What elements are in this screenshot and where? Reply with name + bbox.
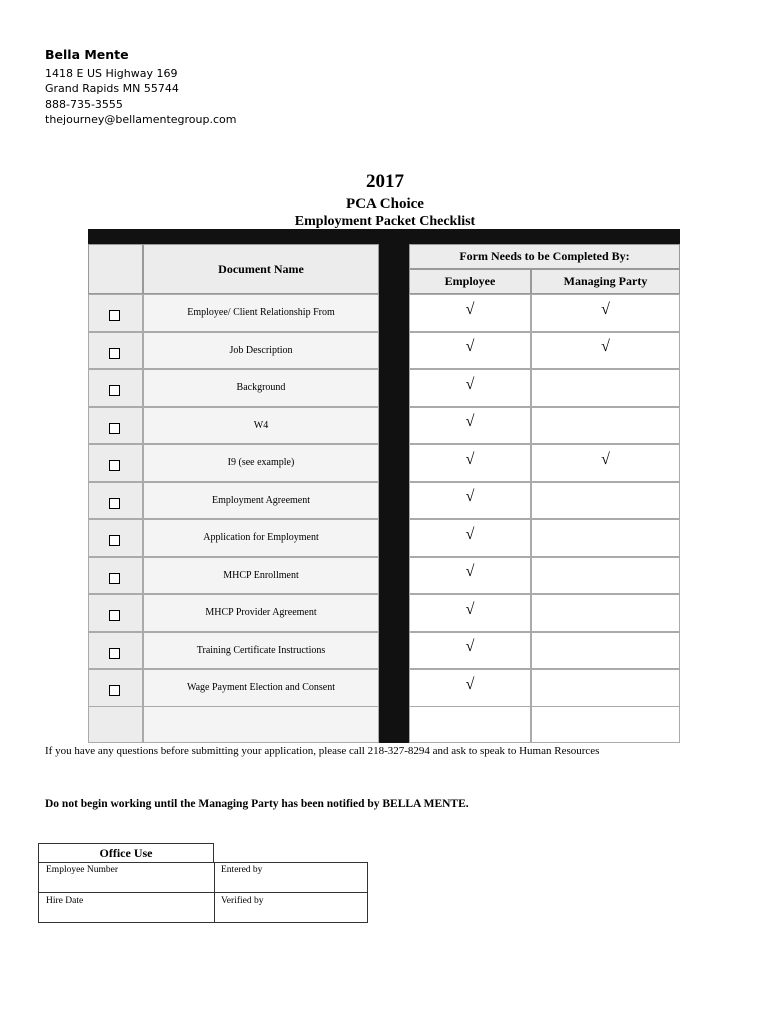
row-checkbox-cell xyxy=(88,407,143,445)
checkbox-icon[interactable] xyxy=(109,535,120,546)
office-use-title: Office Use xyxy=(38,843,214,862)
row-checkbox-cell xyxy=(88,519,143,557)
check-mark-icon: √ xyxy=(465,488,475,506)
checkbox-icon[interactable] xyxy=(109,423,120,434)
checkbox-icon[interactable] xyxy=(109,498,120,509)
row-checkbox-cell xyxy=(88,294,143,332)
managing-check-cell xyxy=(531,557,680,595)
company-info xyxy=(45,47,236,128)
empty-row-name xyxy=(143,706,379,743)
check-mark-icon: √ xyxy=(465,675,475,693)
check-mark-icon: √ xyxy=(465,375,475,393)
employee-check-cell xyxy=(409,594,531,632)
empty-row-box xyxy=(88,706,143,743)
managing-check-cell xyxy=(531,632,680,670)
employee-check-cell xyxy=(409,332,531,370)
managing-check-cell xyxy=(531,594,680,632)
row-checkbox-cell xyxy=(88,557,143,595)
employee-check-cell xyxy=(409,482,531,520)
check-mark-icon: √ xyxy=(465,338,475,356)
document-name: Training Certificate Instructions xyxy=(143,632,379,670)
managing-check-cell xyxy=(531,369,680,407)
check-mark-icon: √ xyxy=(465,600,475,618)
heading-program: PCA Choice xyxy=(346,196,424,212)
employee-check-cell xyxy=(409,444,531,482)
document-name: Employment Agreement xyxy=(143,482,379,520)
heading-year: 2017 xyxy=(366,171,404,192)
empty-row-employee xyxy=(409,706,531,743)
check-mark-icon: √ xyxy=(465,563,475,581)
check-mark-icon: √ xyxy=(465,300,475,318)
check-mark-icon: √ xyxy=(601,300,610,318)
managing-check-cell xyxy=(531,332,680,370)
verified-by-field[interactable]: Verified by xyxy=(221,896,264,906)
employee-check-cell xyxy=(409,294,531,332)
company-address-line2: Grand Rapids MN 55744 xyxy=(45,82,179,95)
table-column-separator xyxy=(379,244,409,743)
employee-check-cell xyxy=(409,557,531,595)
document-name: MHCP Provider Agreement xyxy=(143,594,379,632)
row-checkbox-cell xyxy=(88,669,143,707)
row-checkbox-cell xyxy=(88,444,143,482)
checkbox-icon[interactable] xyxy=(109,573,120,584)
employee-number-field[interactable]: Employee Number xyxy=(46,865,119,875)
employee-check-cell xyxy=(409,407,531,445)
company-address-line1: 1418 E US Highway 169 xyxy=(45,66,178,80)
managing-check-cell xyxy=(531,519,680,557)
employee-check-cell xyxy=(409,669,531,707)
hire-date-field[interactable]: Hire Date xyxy=(46,896,84,906)
row-checkbox-cell xyxy=(88,632,143,670)
checkbox-icon[interactable] xyxy=(109,648,120,659)
checkbox-icon[interactable] xyxy=(109,348,120,359)
company-phone: 888-735-3555 xyxy=(45,97,123,111)
row-checkbox-cell xyxy=(88,332,143,370)
header-form-completed-by: Form Needs to be Completed By: xyxy=(409,244,680,269)
checkbox-icon[interactable] xyxy=(109,685,120,696)
company-email: thejourney@bellamentegroup.com xyxy=(45,113,237,126)
managing-check-cell xyxy=(531,444,680,482)
checkbox-icon[interactable] xyxy=(109,385,120,396)
check-mark-icon: √ xyxy=(465,413,475,431)
managing-check-cell xyxy=(531,482,680,520)
document-name: W4 xyxy=(143,407,379,445)
managing-check-cell xyxy=(531,669,680,707)
row-checkbox-cell xyxy=(88,369,143,407)
office-use-grid xyxy=(38,862,368,923)
header-checkbox-cell xyxy=(88,244,143,294)
office-use-box xyxy=(38,843,368,923)
row-checkbox-cell xyxy=(88,482,143,520)
document-name: Application for Employment xyxy=(143,519,379,557)
checklist-table xyxy=(88,229,680,743)
managing-check-cell xyxy=(531,407,680,445)
check-mark-icon: √ xyxy=(465,450,475,468)
entered-by-field[interactable]: Entered by xyxy=(221,865,263,875)
checkbox-icon[interactable] xyxy=(109,610,120,621)
document-name: Job Description xyxy=(143,332,379,370)
document-name: I9 (see example) xyxy=(143,444,379,482)
check-mark-icon: √ xyxy=(465,525,475,543)
company-name: Bella Mente xyxy=(45,47,129,62)
check-mark-icon: √ xyxy=(601,450,610,468)
empty-row-managing xyxy=(531,706,680,743)
checkbox-icon[interactable] xyxy=(109,460,120,471)
employee-check-cell xyxy=(409,519,531,557)
employee-check-cell xyxy=(409,632,531,670)
document-name: Wage Payment Election and Consent xyxy=(143,669,379,707)
document-name: Background xyxy=(143,369,379,407)
header-document-name: Document Name xyxy=(143,244,379,294)
managing-check-cell xyxy=(531,294,680,332)
checkbox-icon[interactable] xyxy=(109,310,120,321)
employee-check-cell xyxy=(409,369,531,407)
check-mark-icon: √ xyxy=(465,638,475,656)
header-employee: Employee xyxy=(409,269,531,294)
heading-title: Employment Packet Checklist xyxy=(294,214,476,229)
table-top-bar xyxy=(88,229,680,244)
document-heading xyxy=(0,170,770,230)
questions-note: If you have any questions before submitting your application, please call 218-327-8294 and ask to speak to Human Resources xyxy=(45,745,600,757)
document-name: MHCP Enrollment xyxy=(143,557,379,595)
check-mark-icon: √ xyxy=(601,338,610,356)
warning-note: Do not begin working until the Managing Party has been notified by BELLA MENTE. xyxy=(45,798,469,810)
header-managing-party: Managing Party xyxy=(531,269,680,294)
document-name: Employee/ Client Relationship From xyxy=(143,294,379,332)
row-checkbox-cell xyxy=(88,594,143,632)
